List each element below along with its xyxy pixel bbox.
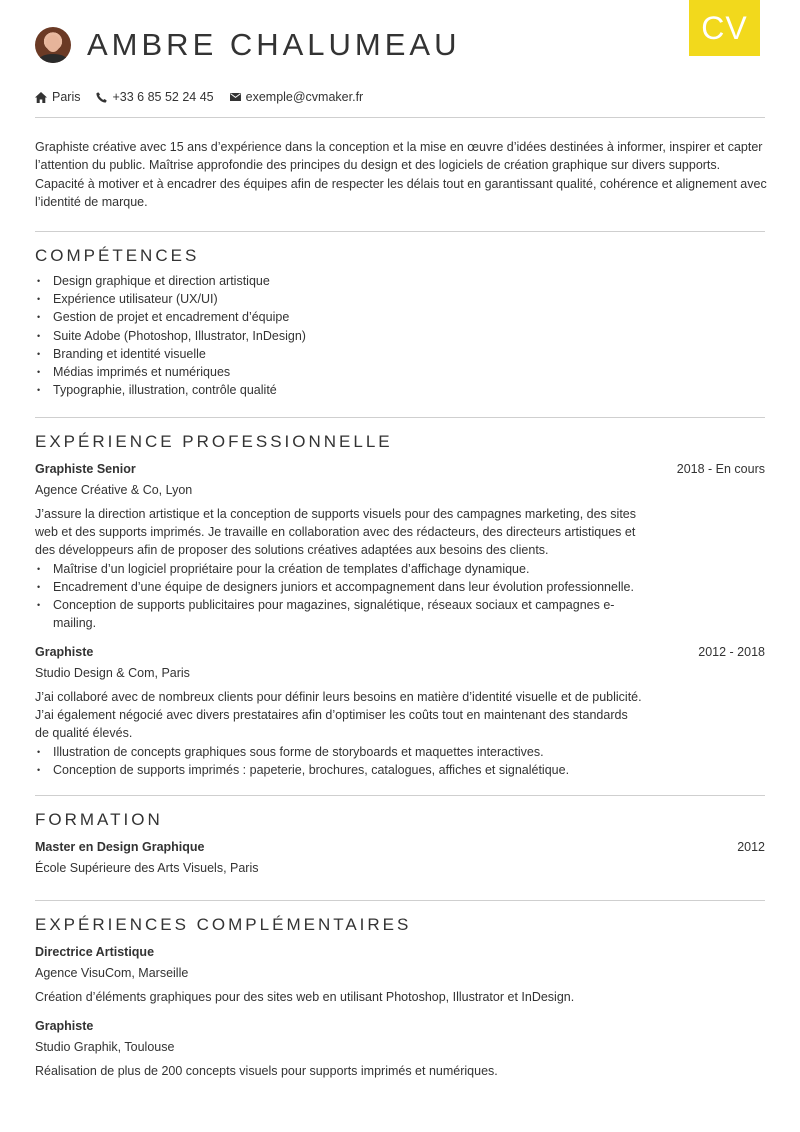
profile-summary: Graphiste créative avec 15 ans d’expérience dans la conception et la mise en œuvre d’idées destinées à informer, inspirer et capter l’attention du public. Maîtrise approfondie des principes du design et des logiciels de création graphique sur divers supports. Capacité à motiver et à encadrer des équipes afin de respecter les délais tout en garantissant qualité, cohérence et alignement avec l’identité de marque. (35, 140, 767, 209)
achievement-item: • Illustration de concepts graphiques sous forme de storyboards et maquettes interactives. (35, 743, 635, 761)
contact-phone[interactable] (96, 90, 213, 104)
city-text: Paris (52, 90, 81, 104)
header (35, 27, 461, 63)
skill-item: • Médias imprimés et numériques (35, 363, 635, 381)
achievement-item: • Conception de supports publicitaires pour magazines, signalétique, réseaux sociaux et campagnes e-mailing. (35, 596, 635, 632)
skill-item: • Branding et identité visuelle (35, 345, 635, 363)
phone-text: +33 6 85 52 24 45 (112, 90, 214, 104)
avatar-shoulders (38, 54, 68, 63)
section-title-skills: COMPÉTENCES (35, 246, 200, 265)
extra-title: Graphiste (35, 1019, 94, 1033)
job-dates: 2018 - En cours (676, 462, 765, 476)
extra-company: Agence VisuCom, Marseille (35, 966, 189, 980)
phone-icon (96, 92, 107, 103)
divider (35, 900, 765, 901)
contact-city (35, 90, 80, 104)
job-entry (35, 460, 765, 632)
extra-description: Création d’éléments graphiques pour des sites web en utilisant Photoshop, Illustrator et InDesign. (35, 990, 575, 1004)
skills-list (35, 272, 635, 399)
section-title-extra: EXPÉRIENCES COMPLÉMENTAIRES (35, 915, 412, 934)
skill-item: • Suite Adobe (Photoshop, Illustrator, InDesign) (35, 327, 635, 345)
extra-entry (35, 1017, 765, 1080)
job-achievements (35, 743, 635, 779)
email-text: exemple@cvmaker.fr (245, 90, 364, 104)
skill-item: • Design graphique et direction artistique (35, 272, 635, 290)
divider (35, 117, 765, 118)
skill-item: • Typographie, illustration, contrôle qualité (35, 381, 635, 399)
job-dates: 2012 - 2018 (698, 645, 765, 659)
achievement-item: • Encadrement d’une équipe de designers juniors et accompagnement dans leur évolution professionnelle. (35, 578, 635, 596)
contact-bar (35, 90, 379, 104)
section-title-education: FORMATION (35, 810, 163, 829)
job-company: Studio Design & Com, Paris (35, 666, 190, 680)
extra-entry (35, 943, 765, 1006)
divider (35, 231, 765, 232)
job-entry (35, 643, 765, 779)
education-entry (35, 838, 765, 877)
extra-description: Réalisation de plus de 200 concepts visuels pour supports imprimés et numériques. (35, 1064, 498, 1078)
divider (35, 417, 765, 418)
candidate-name: AMBRE CHALUMEAU (87, 27, 461, 62)
extra-title: Directrice Artistique (35, 945, 155, 959)
degree-title: Master en Design Graphique (35, 840, 205, 854)
skill-item: • Expérience utilisateur (UX/UI) (35, 290, 635, 308)
extra-company: Studio Graphik, Toulouse (35, 1040, 175, 1054)
job-achievements (35, 560, 635, 633)
job-description: J’assure la direction artistique et la conception de supports visuels pour des campagnes marketing, des sites web et des supports imprimés. Je travaille en collaboration avec des rédacteurs, des directeurs artistiques et des développeurs afin de proposer des solutions créatives adaptées aux besoins des clients. (35, 507, 637, 558)
home-icon (35, 92, 47, 103)
job-title: Graphiste (35, 645, 94, 659)
envelope-icon (230, 93, 241, 101)
job-title: Graphiste Senior (35, 462, 136, 476)
achievement-item: • Conception de supports imprimés : papeterie, brochures, catalogues, affiches et signalétique. (35, 761, 635, 779)
skill-item: • Gestion de projet et encadrement d’équipe (35, 308, 635, 326)
divider (35, 795, 765, 796)
avatar-face (46, 35, 60, 52)
section-title-experience: EXPÉRIENCE PROFESSIONNELLE (35, 432, 393, 451)
cv-badge: CV (689, 0, 760, 56)
avatar (35, 27, 71, 63)
achievement-item: • Maîtrise d’un logiciel propriétaire pour la création de templates d’affichage dynamique. (35, 560, 635, 578)
contact-email[interactable] (230, 90, 364, 104)
job-company: Agence Créative & Co, Lyon (35, 483, 193, 497)
education-date: 2012 (737, 840, 765, 854)
job-description: J’ai collaboré avec de nombreux clients pour définir leurs besoins en matière d’identité visuelle et de publicité. J’ai également négocié avec divers prestataires afin d’optimiser les coûts tout en maintenant des standards de qualité élevés. (35, 690, 642, 741)
school-name: École Supérieure des Arts Visuels, Paris (35, 861, 259, 875)
